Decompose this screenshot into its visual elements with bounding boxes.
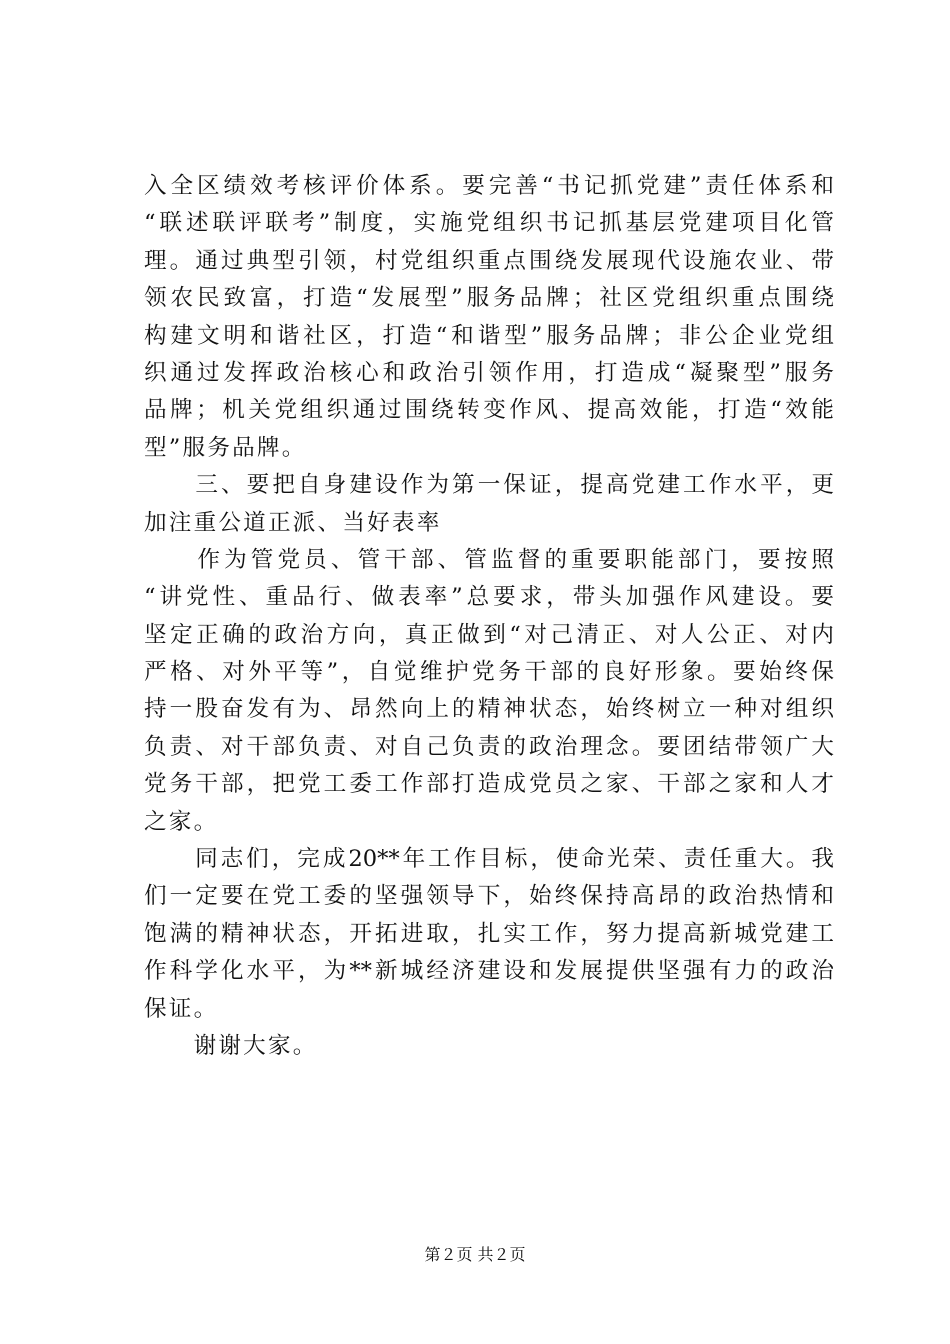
text-line: 作科学化水平，为**新城经济建设和发展提供坚强有力的政治 — [144, 958, 834, 985]
text-line: 们一定要在党工委的坚强领导下，始终保持高昂的政治热情和 — [144, 883, 834, 910]
text-line: 入全区绩效考核评价体系。要完善“书记抓党建”责任体系和 — [144, 173, 834, 199]
page-number-label: 第２页 共２页 — [424, 1245, 526, 1264]
text-line: 之家。 — [144, 808, 219, 835]
text-line: 型”服务品牌。 — [144, 434, 307, 461]
text-line: 坚定正确的政治方向，真正做到“对己清正、对人公正、对内 — [144, 621, 834, 648]
text-line: 织通过发挥政治核心和政治引领作用，打造成“凝聚型”服务 — [144, 359, 834, 386]
text-line: 饱满的精神状态，开拓进取，扎实工作，努力提高新城党建工 — [144, 920, 834, 947]
text-line: 负责、对干部负责、对自己负责的政治理念。要团结带领广大 — [144, 733, 834, 760]
text-line: 保证。 — [144, 995, 219, 1022]
text-line: 持一股奋发有为、昂然向上的精神状态，始终树立一种对组织 — [144, 696, 834, 723]
text-line: “联述联评联考”制度，实施党组织书记抓基层党建项目化管 — [144, 210, 834, 237]
text-line: “讲党性、重品行、做表率”总要求，带头加强作风建设。要 — [144, 584, 834, 611]
text-line: 作为管党员、管干部、管监督的重要职能部门，要按照 — [144, 546, 834, 573]
text-line: 严格、对外平等”，自觉维护党务干部的良好形象。要始终保 — [144, 659, 834, 686]
closing-line: 谢谢大家。 — [144, 1032, 318, 1059]
text-line: 品牌；机关党组织通过围绕转变作风、提高效能，打造“效能 — [144, 397, 834, 424]
section-heading-line: 三、要把自身建设作为第一保证，提高党建工作水平，更 — [144, 472, 834, 499]
text-line: 党务干部，把党工委工作部打造成党员之家、干部之家和人才 — [144, 771, 834, 798]
text-line: 同志们，完成20**年工作目标，使命光荣、责任重大。我 — [144, 846, 834, 873]
text-line: 理。通过典型引领，村党组织重点围绕发展现代设施农业、带 — [144, 247, 834, 274]
section-heading-line: 加注重公道正派、当好表率 — [144, 509, 442, 536]
text-line: 构建文明和谐社区，打造“和谐型”服务品牌；非公企业党组 — [144, 322, 834, 349]
document-body — [144, 168, 834, 1065]
text-line: 领农民致富，打造“发展型”服务品牌；社区党组织重点围绕 — [144, 285, 834, 312]
page-footer — [0, 1244, 950, 1266]
